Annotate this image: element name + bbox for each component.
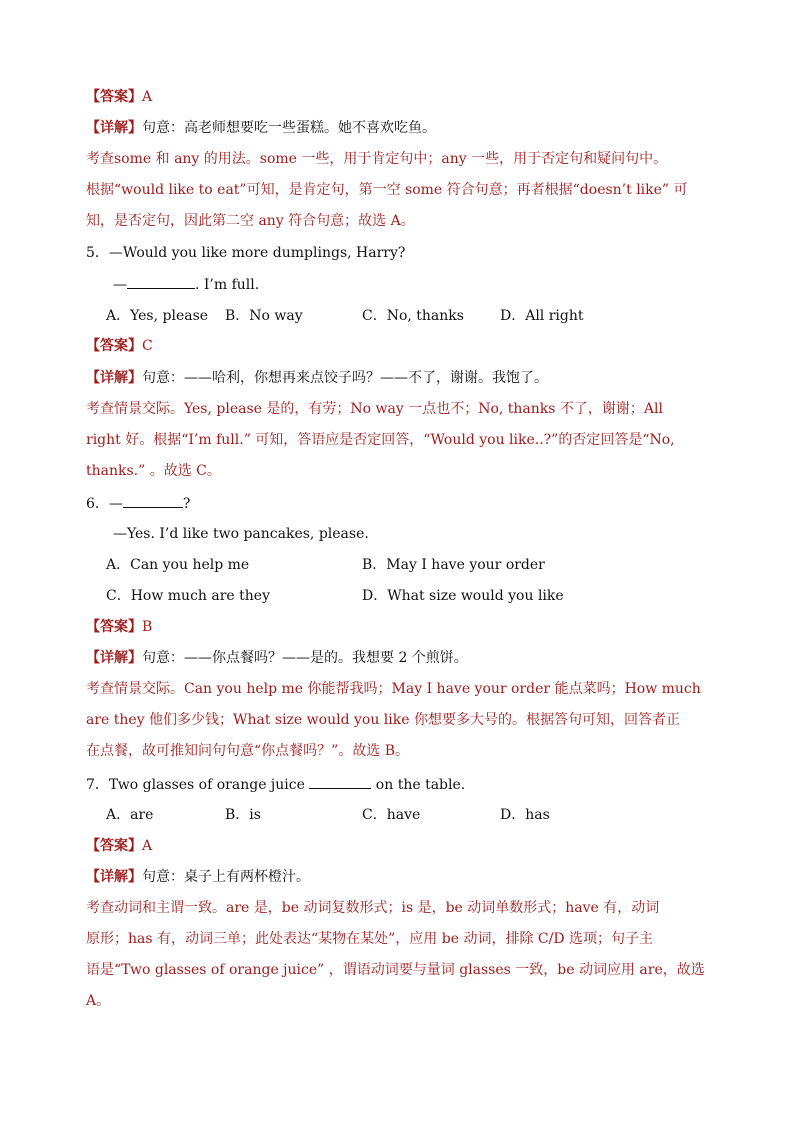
question-5-reply — [113, 274, 259, 295]
option-b: B．is — [225, 807, 261, 823]
explanation-line: 知，是否定句，因此第二空 any 符合句意；故选 A。 — [86, 213, 415, 229]
explanation-line: 语是“Two glasses of orange juice” ，谓语动词要与量词 glasses 一致，be 动词应用 are，故选 — [86, 962, 705, 978]
question-6-reply: —Yes. I’d like two pancakes, please. — [113, 526, 369, 542]
detail-line — [86, 118, 436, 138]
explanation-line: 根据“would like to eat”可知，是肯定句，第一空 some 符合句意；再者根据“doesn’t like” 可 — [86, 182, 688, 198]
answer-blank — [127, 274, 195, 289]
question-5-stem: 5．—Would you like more dumplings, Harry? — [86, 245, 406, 261]
answer-tag: 【答案】 — [86, 838, 142, 854]
answer-tag: 【答案】 — [86, 89, 142, 105]
question-7-stem — [86, 774, 465, 795]
stem-suffix: on the table. — [371, 777, 466, 793]
detail-tag: 【详解】 — [86, 869, 142, 885]
explanation-line: 原形；has 有，动词三单；此处表达“某物在某处”，应用 be 动词，排除 C/D 选项；句子主 — [86, 931, 654, 947]
option-a: A．are — [106, 807, 154, 823]
answer-line — [86, 617, 152, 637]
detail-line — [86, 648, 468, 668]
explanation-line: are they 他们多少钱；What size would you like 你想要多大号的。根据答句可知，回答者正 — [86, 712, 680, 728]
option-c: C．How much are they — [106, 588, 270, 604]
stem-suffix: ? — [182, 496, 191, 512]
detail-text: 句意：——哈利，你想再来点饺子吗？——不了，谢谢。我饱了。 — [142, 370, 548, 386]
detail-text: 句意：高老师想要吃一些蛋糕。她不喜欢吃鱼。 — [142, 120, 436, 136]
option-b: B．May I have your order — [362, 557, 545, 573]
answer-value: C — [142, 338, 153, 354]
detail-line — [86, 867, 310, 887]
explanation-line: right 好。根据“I’m full.” 可知，答语应是否定回答，“Would you like..?”的否定回答是“No, — [86, 432, 675, 448]
detail-text: 句意：——你点餐吗？——是的。我想要 2 个煎饼。 — [142, 650, 468, 666]
answer-line — [86, 336, 153, 356]
explanation-line: 在点餐，故可推知问句句意“你点餐吗？”。故选 B。 — [86, 743, 410, 759]
explanation-line: thanks.” 。故选 C。 — [86, 463, 221, 479]
explanation-line: 考查some 和 any 的用法。some 一些，用于肯定句中；any 一些，用于否定句和疑问句中。 — [86, 151, 668, 167]
answer-blank — [123, 493, 183, 508]
detail-tag: 【详解】 — [86, 120, 142, 136]
reply-dash: — — [113, 277, 127, 293]
option-a: A．Yes, please — [106, 308, 209, 324]
option-c: C．have — [362, 807, 421, 823]
option-d: D．has — [500, 807, 550, 823]
detail-text: 句意：桌子上有两杯橙汁。 — [142, 869, 310, 885]
explanation-line: 考查动词和主谓一致。are 是，be 动词复数形式；is 是，be 动词单数形式；have 有，动词 — [86, 900, 660, 916]
answer-value: A — [142, 89, 153, 105]
answer-value: B — [142, 619, 153, 635]
detail-tag: 【详解】 — [86, 370, 142, 386]
option-d: D．What size would you like — [362, 588, 564, 604]
answer-tag: 【答案】 — [86, 338, 142, 354]
explanation-line: A。 — [86, 993, 111, 1009]
option-d: D．All right — [500, 308, 584, 324]
answer-value: A — [142, 838, 153, 854]
answer-line — [86, 87, 152, 107]
reply-text: . I’m full. — [195, 277, 260, 293]
stem-prefix: 7．Two glasses of orange juice — [86, 777, 310, 793]
answer-blank — [309, 774, 371, 789]
detail-tag: 【详解】 — [86, 650, 142, 666]
explanation-line: 考查情景交际。Yes, please 是的，有劳；No way 一点也不；No, thanks 不了，谢谢；All — [86, 401, 663, 417]
explanation-line: 考查情景交际。Can you help me 你能帮我吗；May I have your order 能点菜吗；How much — [86, 681, 701, 697]
question-6-stem — [86, 493, 190, 514]
option-a: A．Can you help me — [106, 557, 250, 573]
stem-prefix: 6．— — [86, 496, 123, 512]
option-b: B．No way — [225, 308, 303, 324]
answer-tag: 【答案】 — [86, 619, 142, 635]
detail-line — [86, 368, 548, 388]
option-c: C．No, thanks — [362, 308, 464, 324]
answer-line — [86, 836, 152, 856]
